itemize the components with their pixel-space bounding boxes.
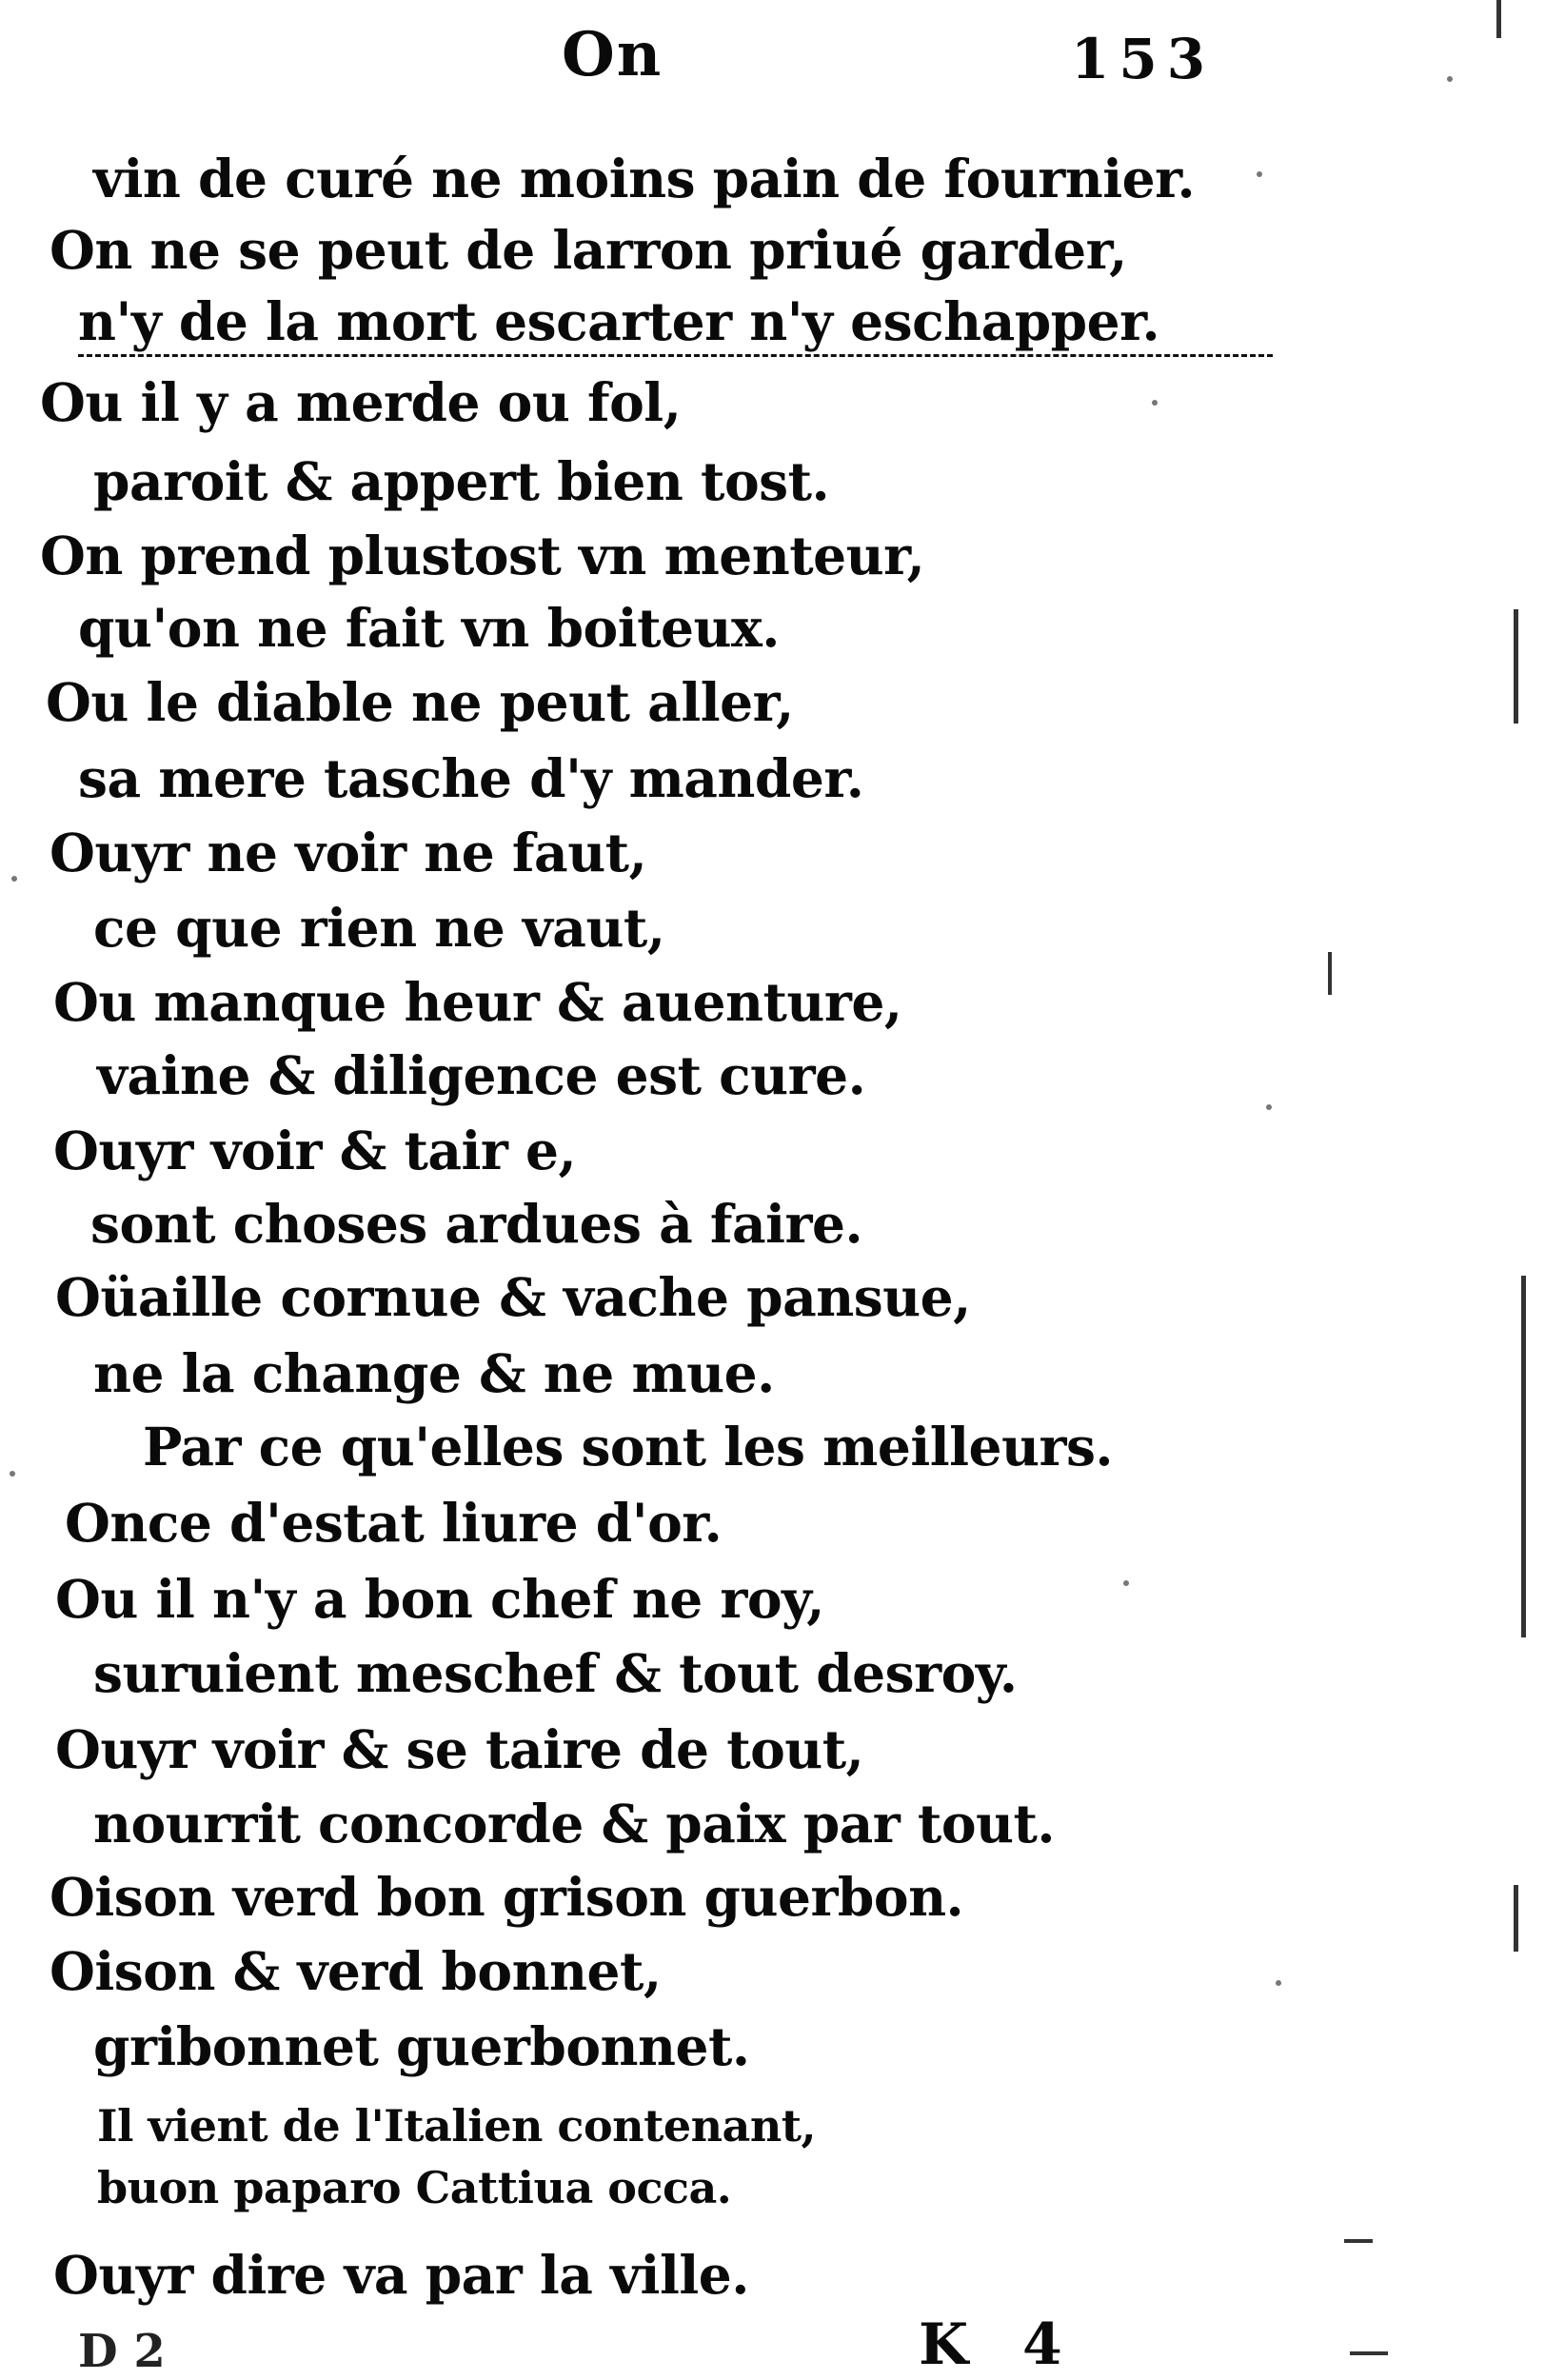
text-line: gribonnet guerbonnet. [93, 2015, 750, 2077]
text-line: ce que rien ne vaut, [93, 897, 665, 959]
scan-artifact [1514, 609, 1518, 724]
running-header: On [562, 19, 664, 90]
text-line: Oison & verd bonnet, [50, 1940, 662, 2002]
text-line: qu'on ne fait vn boiteux. [78, 597, 780, 659]
text-line: Ou il n'y a bon chef ne roy, [55, 1568, 824, 1630]
text-line: paroit & appert bien tost. [93, 450, 830, 512]
text-line: Ou le diable ne peut aller, [46, 671, 794, 733]
text-line: Ou il y a merde ou fol, [40, 371, 682, 433]
text-line: vin de curé ne moins pain de fournier. [93, 148, 1196, 209]
scan-speck [1123, 1580, 1129, 1586]
scan-speck [1447, 76, 1453, 82]
divider-rule [78, 354, 1273, 357]
scan-speck [1152, 400, 1158, 406]
text-line: ne la change & ne mue. [93, 1342, 775, 1404]
text-line: On ne se peut de larron priué garder, [50, 219, 1127, 281]
text-line: nourrit concorde & paix par tout. [93, 1793, 1056, 1854]
scan-artifact [1521, 1276, 1526, 1637]
text-line: Ouyr ne voir ne faut, [50, 822, 647, 883]
footer-fragment: D 2 [78, 2325, 166, 2378]
scan-artifact [1328, 952, 1332, 995]
text-line: sa mere tasche d'y mander. [78, 747, 864, 809]
scan-artifact [1496, 0, 1501, 38]
text-line: buon paparo Cattiua occa. [97, 2162, 732, 2213]
text-line: vaine & diligence est cure. [97, 1044, 866, 1106]
text-line: Ouyr voir & tair e, [53, 1120, 577, 1181]
text-line: Oüaille cornue & vache pansue, [55, 1266, 971, 1328]
text-line: Par ce qu'elles sont les meilleurs. [143, 1416, 1114, 1478]
text-line: sont choses ardues à faire. [90, 1193, 863, 1255]
text-line: Ouyr dire va par la ville. [53, 2244, 749, 2306]
scan-artifact [1350, 2351, 1388, 2355]
text-line: Ouyr voir & se taire de tout, [55, 1718, 864, 1780]
signature-mark: K 4 [919, 2311, 1080, 2378]
page-number: 153 [1071, 27, 1216, 91]
text-line: Once d'estat liure d'or. [65, 1492, 723, 1554]
text-line: Ou manque heur & auenture, [53, 971, 902, 1033]
text-line: On prend plustost vn menteur, [40, 525, 925, 586]
text-line: suruient meschef & tout desroy. [93, 1642, 1018, 1704]
scan-speck [1266, 1104, 1272, 1110]
text-line: Il vient de l'Italien contenant, [97, 2100, 817, 2152]
text-line: n'y de la mort escarter n'y eschapper. [78, 290, 1160, 352]
scan-speck [1257, 171, 1262, 177]
scan-speck [1276, 1980, 1281, 1986]
text-line: Oison verd bon grison guerbon. [50, 1866, 964, 1928]
scan-artifact [1344, 2239, 1373, 2243]
scan-speck [11, 876, 17, 882]
scan-artifact [1514, 1885, 1518, 1952]
scan-speck [10, 1471, 15, 1477]
